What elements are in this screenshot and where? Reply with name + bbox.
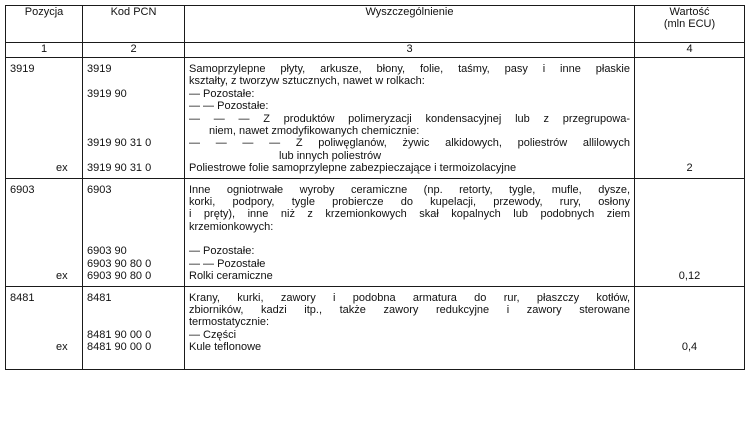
desc-line: Inne ogniotrwałe wyroby ceramiczne (np. retorty, tygle, mufle, dysze, <box>189 183 630 196</box>
header-kod <box>83 6 185 43</box>
kod-value <box>87 196 180 208</box>
ex-marker: ex <box>56 270 68 283</box>
kod-value <box>87 113 180 125</box>
kod-value: 8481 <box>87 291 112 304</box>
kod-value <box>87 233 180 245</box>
kod-value: 8481 90 00 0 <box>87 328 152 341</box>
wartosc-cell <box>635 58 745 179</box>
header-wartosc <box>635 6 745 43</box>
header-wyszczegolnienie-label: Wyszczególnienie <box>365 6 454 18</box>
desc-line: kształty, z tworzyw sztucznych, nawet w rolkach: <box>189 75 425 88</box>
desc-line: — — — Z produktów polimeryzacji kondensacyjnej lub z przegrupowa- <box>189 112 630 125</box>
desc-line: i pręty), inne niż z krzemionkowych skał kopalnych lub podobnych ziem <box>189 208 630 221</box>
header-pozycja <box>6 6 83 43</box>
desc-line: zbiorników, kadzi itp., także zawory redukcyjne i zawory sterowane <box>189 304 630 317</box>
header-pozycja-label: Pozycja <box>24 6 64 18</box>
kod-value: 3919 90 31 0 <box>87 137 152 150</box>
desc-line: lub innych poliestrów <box>279 149 382 162</box>
desc-line: — Pozostałe: <box>189 87 255 100</box>
pozycja-cell <box>6 178 83 286</box>
table-row <box>6 58 745 179</box>
kod-cell <box>83 58 185 179</box>
kod-value <box>87 125 180 137</box>
kod-value <box>87 316 180 328</box>
wyszczegolnienie-cell <box>185 178 635 286</box>
pcn-table <box>5 5 745 370</box>
kod-value <box>87 75 180 87</box>
column-number: 1 <box>6 43 83 58</box>
kod-cell <box>83 286 185 369</box>
kod-value <box>87 100 180 112</box>
kod-value: 3919 90 31 0 <box>87 162 152 175</box>
desc-line: — — Pozostałe: <box>189 100 269 113</box>
kod-value <box>87 221 180 233</box>
column-number: 4 <box>635 43 745 58</box>
pozycja-value: 8481 <box>10 291 35 304</box>
header-wyszczegolnienie <box>185 6 635 43</box>
desc-line: niem, nawet zmodyfikowanych chemicznie: <box>209 124 420 137</box>
kod-value: 8481 90 00 0 <box>87 341 152 354</box>
desc-line: termostatycznie: <box>189 316 270 329</box>
desc-line: korki, podpory, tygle probiercze do kupelacji, przewody, rury, osłony <box>189 195 630 208</box>
desc-line: — — Pozostałe <box>189 257 266 270</box>
desc-line: — Pozostałe: <box>189 245 255 258</box>
wartosc-value: 0,12 <box>678 270 701 283</box>
desc-line: Poliestrowe folie samoprzylepne zabezpieczające i termoizolacyjne <box>189 162 517 175</box>
header-wartosc-line1: Wartość <box>669 6 710 18</box>
pozycja-cell <box>6 58 83 179</box>
table-row <box>6 286 745 369</box>
ex-marker: ex <box>56 162 68 175</box>
header-wartosc-line2: (mln ECU) <box>663 18 716 31</box>
kod-value <box>87 208 180 220</box>
desc-line: — — — — Z poliwęglanów, żywic alkidowych, poliestrów allilowych <box>189 137 630 150</box>
column-number: 3 <box>185 43 635 58</box>
column-number-row <box>6 43 745 58</box>
wyszczegolnienie-cell <box>185 58 635 179</box>
kod-value: 3919 <box>87 63 112 75</box>
wartosc-cell <box>635 178 745 286</box>
kod-value <box>87 304 180 316</box>
desc-line: — Części <box>189 328 237 341</box>
desc-line: Samoprzylepne płyty, arkusze, błony, folie, taśmy, pasy i inne płaskie <box>189 63 630 75</box>
ex-marker: ex <box>56 341 68 354</box>
column-number: 2 <box>83 43 185 58</box>
wyszczegolnienie-cell <box>185 286 635 369</box>
kod-value <box>87 150 180 162</box>
pozycja-cell <box>6 286 83 369</box>
desc-line: Rolki ceramiczne <box>189 270 273 283</box>
kod-value: 6903 <box>87 183 112 196</box>
pozycja-value: 3919 <box>10 63 35 75</box>
wartosc-value: 0,4 <box>681 341 698 354</box>
desc-line: Kule teflonowe <box>189 341 262 354</box>
wartosc-value: 2 <box>686 162 693 175</box>
wartosc-cell <box>635 286 745 369</box>
desc-line: Krany, kurki, zawory i podobna armatura do rur, płaszczy kotłów, <box>189 291 630 304</box>
header-kod-label: Kod PCN <box>110 6 157 18</box>
kod-value: 6903 90 80 0 <box>87 257 152 270</box>
kod-value: 6903 90 80 0 <box>87 270 152 283</box>
kod-value: 3919 90 <box>87 87 127 100</box>
pozycja-value: 6903 <box>10 183 35 196</box>
kod-value: 6903 90 <box>87 245 127 258</box>
table-row <box>6 178 745 286</box>
kod-cell <box>83 178 185 286</box>
desc-line: krzemionkowych: <box>189 220 274 233</box>
desc-line <box>189 233 630 245</box>
header-row <box>6 6 745 43</box>
